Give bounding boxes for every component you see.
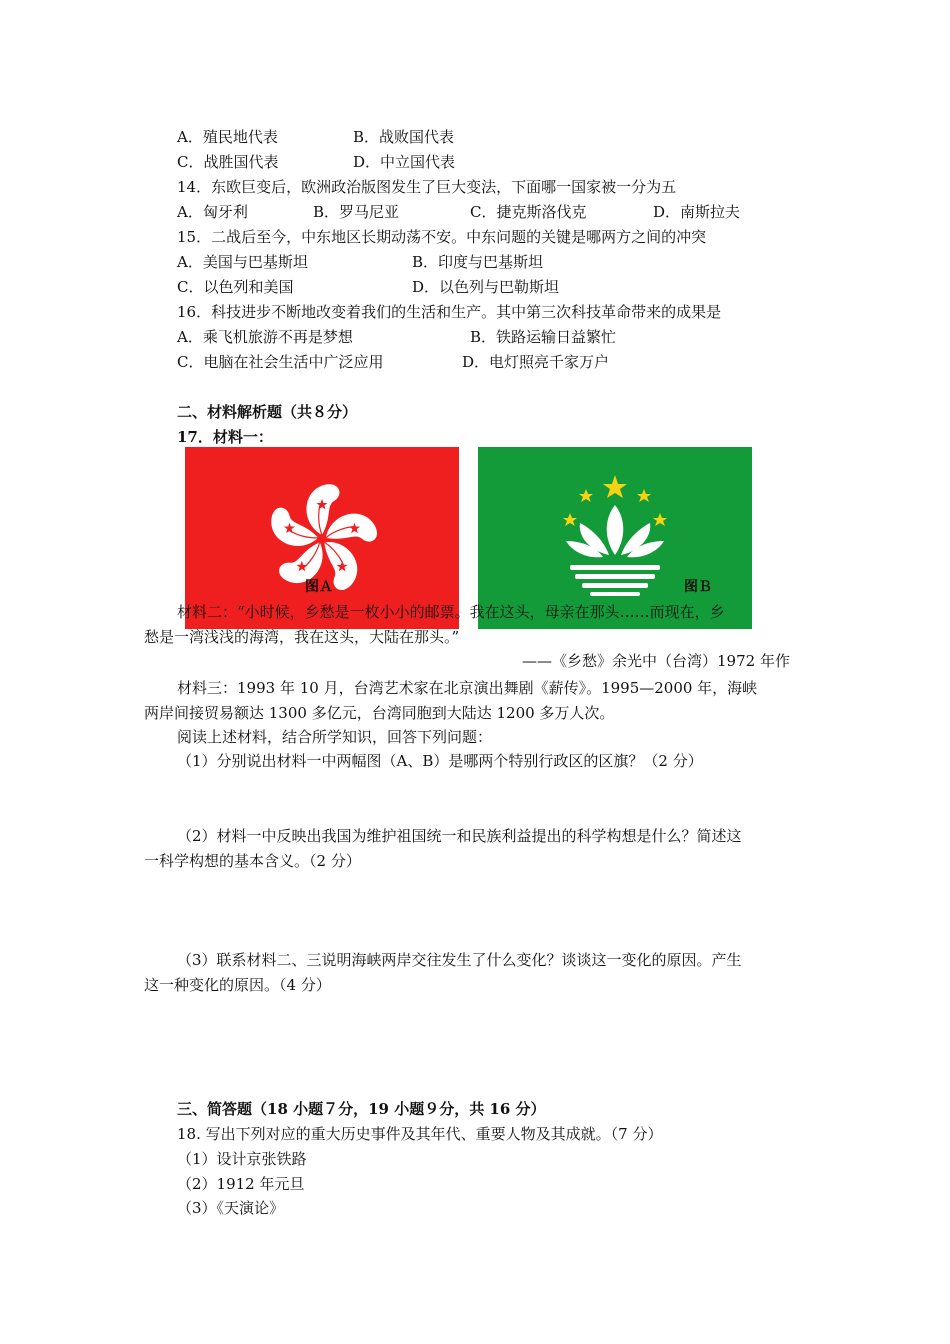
figure-b-caption: 图Ｂ (684, 579, 712, 595)
material2-line1: 材料二：“小时候，乡愁是一枚小小的邮票。我在这头，母亲在那头……而现在，乡 (177, 603, 725, 621)
q15-option-a: A．美国与巴基斯坦 (177, 253, 308, 271)
q13-option-d: D．中立国代表 (353, 153, 456, 171)
material2-line2: 愁是一湾浅浅的海湾，我在这头，大陆在那头。” (144, 628, 460, 646)
q18-item: （1）设计京张铁路 (177, 1150, 307, 1168)
material3-line1: 材料三：1993 年 10 月，台湾艺术家在北京演出舞剧《薪传》。1995—2000 年，海峡 (177, 679, 758, 697)
q13-option-b: B．战败国代表 (353, 128, 455, 146)
q18-stem: 18. 写出下列对应的重大历史事件及其年代、重要人物及其成就。（7 分） (177, 1125, 663, 1143)
material3-line2: 两岸间接贸易额达 1300 多亿元，台湾同胞到大陆达 1200 多万人次。 (144, 704, 615, 722)
q16-option-c: C．电脑在社会生活中广泛应用 (177, 353, 384, 371)
section2-heading: 二、材料解析题（共８分） (177, 403, 358, 421)
sub-question-3-line1: （3）联系材料二、三说明海峡两岸交往发生了什么变化？谈谈这一变化的原因。产生 (177, 951, 742, 969)
q15-option-d: D．以色列与巴勒斯坦 (412, 278, 560, 296)
figure-a-caption: 图Ａ (305, 579, 333, 595)
sub-question-3-line2: 这一种变化的原因。（4 分） (144, 976, 331, 994)
section3-heading: 三、简答题（18 小题７分，19 小题９分，共 16 分） (177, 1100, 546, 1118)
sub-question-2-line1: （2）材料一中反映出我国为维护祖国统一和民族利益提出的科学构想是什么？简述这 (177, 827, 742, 845)
q14-option-b: B．罗马尼亚 (313, 203, 400, 221)
q15-option-b: B．印度与巴基斯坦 (412, 253, 544, 271)
q15-stem: 15．二战后至今，中东地区长期动荡不安。中东问题的关键是哪两方之间的冲突 (177, 228, 707, 246)
q14-option-a: A．匈牙利 (177, 203, 248, 221)
q16-option-b: B．铁路运输日益繁忙 (470, 328, 617, 346)
q16-stem: 16．科技进步不断地改变着我们的生活和生产。其中第三次科技革命带来的成果是 (177, 303, 722, 321)
material2-source: ——《乡愁》余光中（台湾）1972 年作 (522, 652, 790, 670)
q18-item: （3）《天演论》 (177, 1199, 285, 1217)
q17-label: 17．材料一： (177, 428, 273, 446)
q13-option-c: C．战胜国代表 (177, 153, 279, 171)
reading-instructions: 阅读上述材料，结合所学知识，回答下列问题： (177, 728, 493, 746)
q15-option-c: C．以色列和美国 (177, 278, 294, 296)
q14-option-c: C．捷克斯洛伐克 (470, 203, 587, 221)
q16-option-d: D．电灯照亮千家万户 (462, 353, 610, 371)
q14-option-d: D．南斯拉夫 (653, 203, 741, 221)
sub-question-2-line2: 一科学构想的基本含义。（2 分） (144, 852, 361, 870)
q14-stem: 14．东欧巨变后，欧洲政治版图发生了巨大变法，下面哪一国家被一分为五 (177, 178, 677, 196)
q13-option-a: A．殖民地代表 (177, 128, 278, 146)
q18-item: （2）1912 年元旦 (177, 1175, 305, 1193)
q16-option-a: A．乘飞机旅游不再是梦想 (177, 328, 353, 346)
sub-question-1: （1）分别说出材料一中两幅图（A、B）是哪两个特别行政区的区旗？（2 分） (177, 752, 703, 770)
